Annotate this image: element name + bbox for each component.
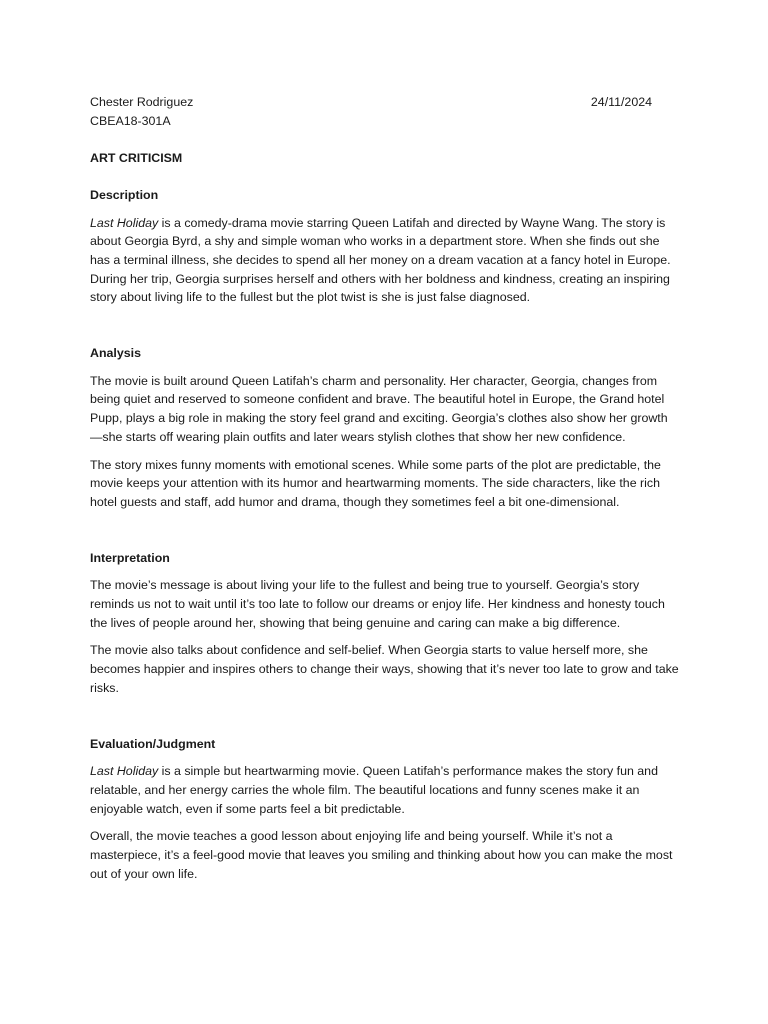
document-page [90,93,680,883]
interpretation-paragraph-2: The movie also talks about confidence and self-belief. When Georgia starts to value herself more, she becomes happier and inspires others to change their ways, showing that it’s never too late to grow and take risks. [90,643,679,695]
author-name: Chester Rodriguez [90,95,194,109]
analysis-paragraph-2: The story mixes funny moments with emotional scenes. While some parts of the plot are predictable, the movie keeps your attention with its humor and heartwarming moments. The side characters, like the rich hotel guests and staff, add humor and drama, though they sometimes feel a bit one-dimensional. [90,457,661,509]
document-date: 24/11/2024 [590,95,652,109]
analysis-heading: Analysis [90,346,141,361]
description-paragraph [90,214,680,308]
interpretation-heading: Interpretation [90,550,170,565]
evaluation-heading: Evaluation/Judgment [90,736,216,751]
movie-title-italic: Last Holiday [90,764,159,779]
interpretation-paragraph-1: The movie’s message is about living your life to the fullest and being true to yourself. Georgia’s story reminds us not to wait until it’s too late to follow our dreams or enjoy life. Her kindness and honesty touch the lives of people around her, showing that being genuine and caring can make a big difference. [90,578,665,630]
document-title: ART CRITICISM [90,151,183,166]
evaluation-paragraph-1 [90,762,680,818]
evaluation-paragraph-2: Overall, the movie teaches a good lesson about enjoying life and being yourself. While it’s not a masterpiece, it’s a feel-good movie that leaves you smiling and thinking about how you can make the most out of your own life. [90,829,673,881]
analysis-paragraph-1: The movie is built around Queen Latifah’s charm and personality. Her character, Georgia, changes from being quiet and reserved to someone confident and brave. The beautiful hotel in Europe, the Grand hotel Pupp, plays a big role in making the story feel grand and exciting. Georgia’s clothes also show her growth—she starts off wearing plain outfits and later wears stylish clothes that show her new confidence. [90,373,668,444]
header-row [90,93,652,112]
description-heading: Description [90,187,159,202]
section-code: CBEA18-301A [90,113,171,128]
evaluation-text: is a simple but heartwarming movie. Queen Latifah’s performance makes the story fun and relatable, and her energy carries the whole film. The beautiful locations and funny scenes make it an enjoyable watch, even if some parts feel a bit predictable. [90,764,658,816]
movie-title-italic: Last Holiday [90,215,159,230]
description-text: is a comedy-drama movie starring Queen Latifah and directed by Wayne Wang. The story is about Georgia Byrd, a shy and simple woman who works in a department store. When she finds out she has a terminal illness, she decides to spend all her money on a dream vacation at a fancy hotel in Europe. During her trip, Georgia surprises herself and others with her boldness and kindness, creating an inspiring story about living life to the fullest but the plot twist is she is just false diagnosed. [90,215,671,305]
